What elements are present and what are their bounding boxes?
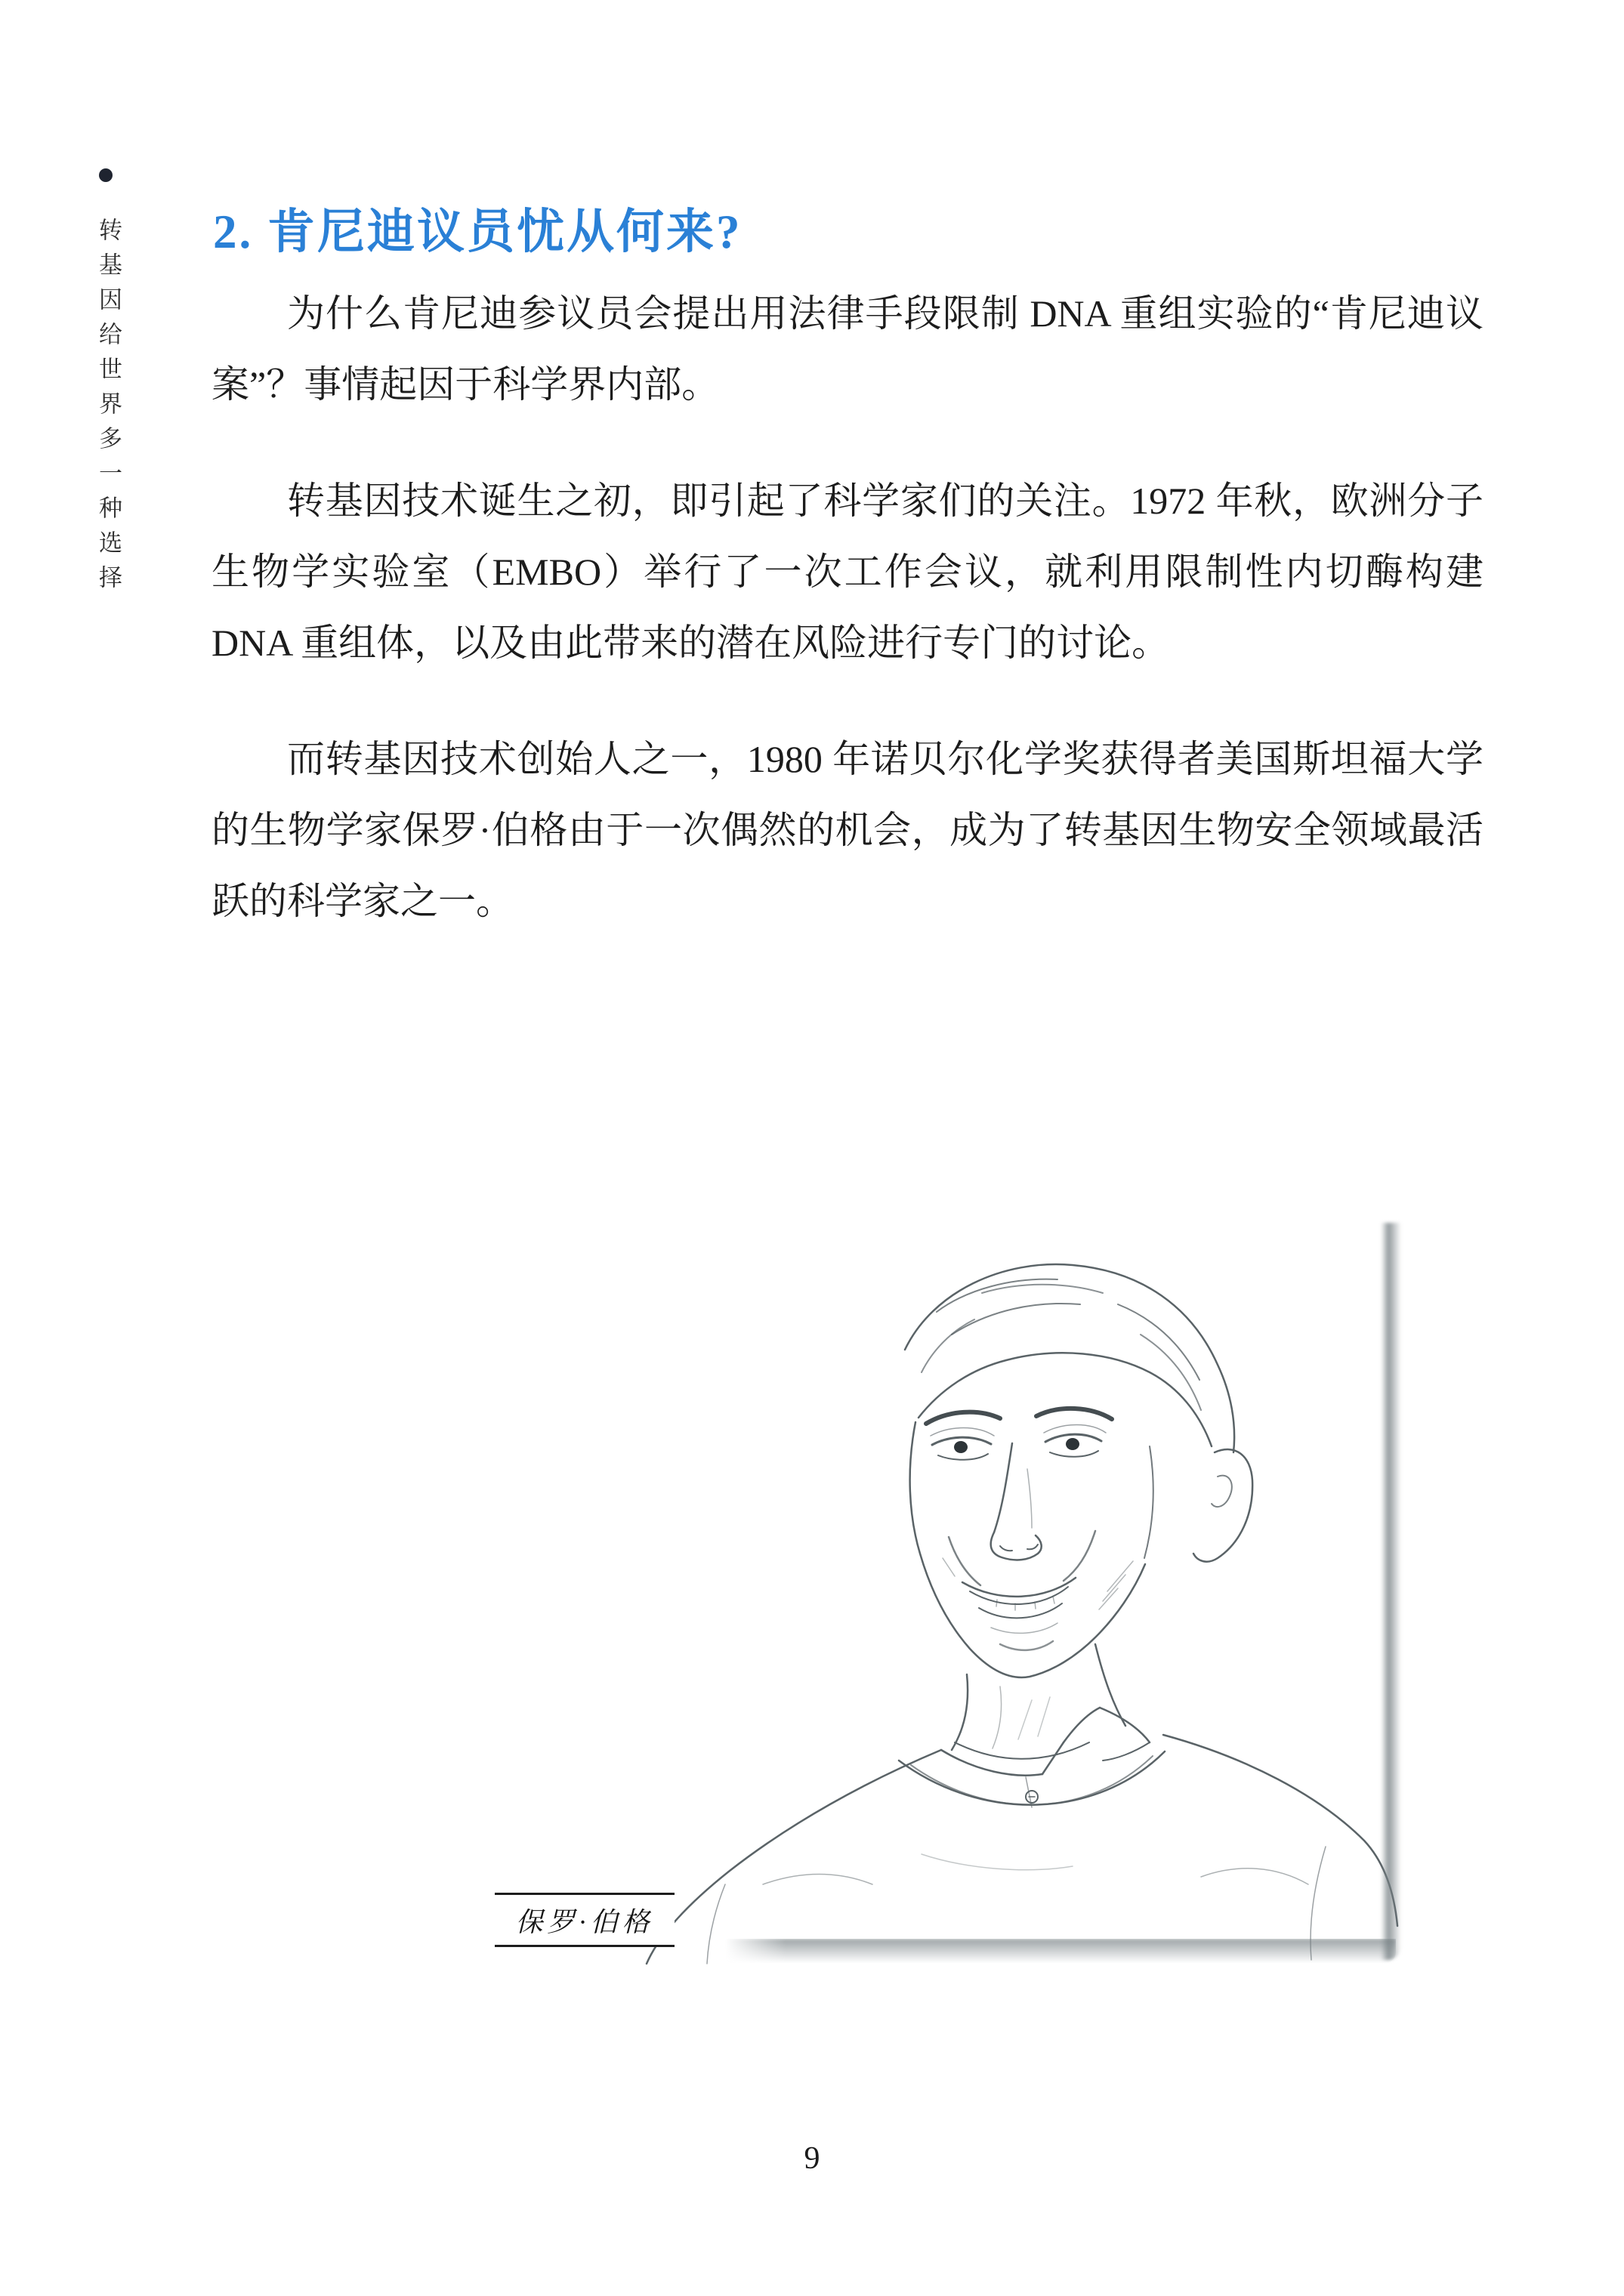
right-eyebrow xyxy=(1036,1409,1112,1419)
paragraph: 而转基因技术创始人之一，1980 年诺贝尔化学奖获得者美国斯坦福大学的生物学家保罗·伯格由于一次偶然的机会，成为了转基因生物安全领域最活跃的科学家之一。 xyxy=(211,738,1484,922)
figure-shadow-right xyxy=(1381,1223,1401,1960)
portrait-sketch-of-paul-berg xyxy=(499,1220,1399,1965)
nose-sketch xyxy=(991,1443,1042,1560)
chapter-bullet-icon xyxy=(99,168,113,182)
mouth-sketch xyxy=(962,1578,1076,1633)
eyes-sketch xyxy=(931,1425,1106,1460)
shirt-collar-sketch xyxy=(941,1708,1150,1807)
figure-caption: 保罗·伯格 xyxy=(495,1893,675,1947)
body-text-block xyxy=(211,278,1484,982)
portrait-figure xyxy=(499,1220,1399,1965)
left-eyebrow xyxy=(926,1412,1000,1424)
page-number: 9 xyxy=(804,2141,820,2176)
paragraph: 为什么肯尼迪参议员会提出用法律手段限制 DNA 重组实验的“肯尼迪议案”？事情起因于科学界内部。 xyxy=(211,292,1484,406)
neck-sketch xyxy=(952,1644,1125,1750)
chapter-vertical-title: 转基因给世界多一种选择 xyxy=(95,218,122,600)
section-heading: 2. 肯尼迪议员忧从何来? xyxy=(213,205,743,259)
figure-shadow-bottom xyxy=(725,1939,1396,1963)
paragraph: 转基因技术诞生之初，即引起了科学家们的关注。1972 年秋，欧洲分子生物学实验室（EMBO）举行了一次工作会议，就利用限制性内切酶构建 DNA 重组体，以及由此带来的潜在风险进行专门的讨论。 xyxy=(211,480,1484,664)
sweater-sketch xyxy=(647,1735,1397,1964)
ear-sketch xyxy=(1193,1449,1252,1562)
